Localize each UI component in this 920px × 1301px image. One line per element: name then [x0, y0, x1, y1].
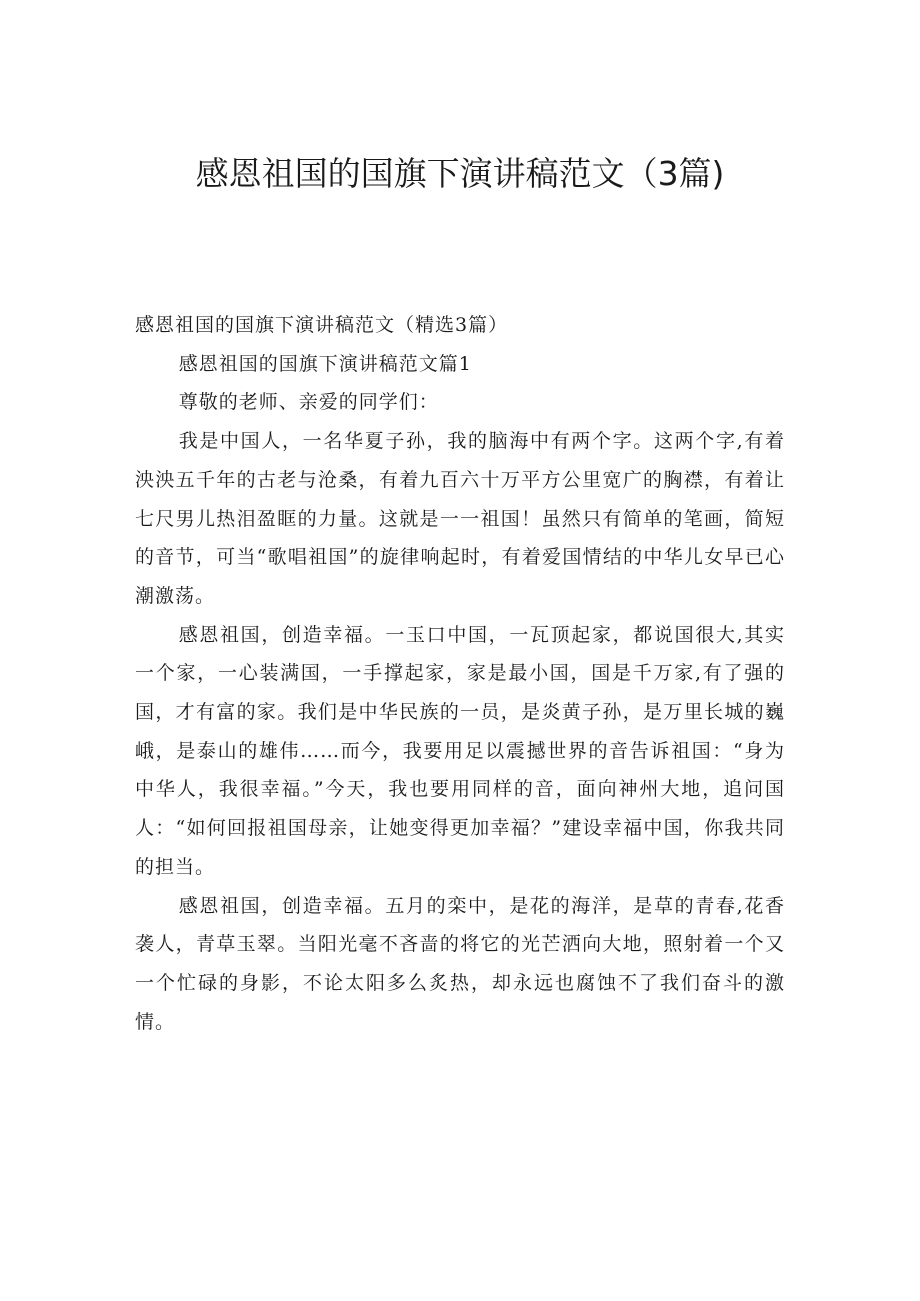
- paragraph: 我是中国人，一名华夏子孙，我的脑海中有两个字。这两个字,有着泱泱五千年的古老与沧桑，有着九百六十万平方公里宽广的胸襟，有着让七尺男儿热泪盈眶的力量。这就是一一祖国！虽然只有简单的笔画，简短的音节，可当“歌唱祖国”的旋律响起时，有着爱国情结的中华儿女早已心潮激荡。: [135, 430, 785, 607]
- section-heading: 感恩祖国的国旗下演讲稿范文篇1: [178, 352, 472, 375]
- paragraph: 感恩祖国，创造幸福。一玉口中国，一瓦顶起家，都说国很大,其实一个家，一心装满国，一手撑起家，家是最小国，国是千万家,有了强的国，才有富的家。我们是中华民族的一员，是炎黄子孙，是万里长城的巍峨，是泰山的雄伟……而今，我要用足以震撼世界的音告诉祖国：“身为中华人，我很幸福。”今天，我也要用同样的音，面向神州大地，追问国人：“如何回报祖国母亲，让她变得更加幸福？”建设幸福中国，你我共同的担当。: [135, 623, 785, 878]
- document-title: 感恩祖国的国旗下演讲稿范文（3篇): [195, 154, 725, 193]
- document-body: [135, 306, 785, 1041]
- document-subtitle: 感恩祖国的国旗下演讲稿范文（精选3篇）: [135, 314, 509, 336]
- paragraph: 感恩祖国，创造幸福。五月的栾中，是花的海洋，是草的青春,花香袭人，青草玉翠。当阳光毫不吝啬的将它的光芒洒向大地，照射着一个又一个忙碌的身影，不论太阳多么炙热，却永远也腐蚀不了我们奋斗的激情。: [135, 894, 785, 1033]
- greeting: 尊敬的老师、亲爱的同学们：: [178, 391, 439, 414]
